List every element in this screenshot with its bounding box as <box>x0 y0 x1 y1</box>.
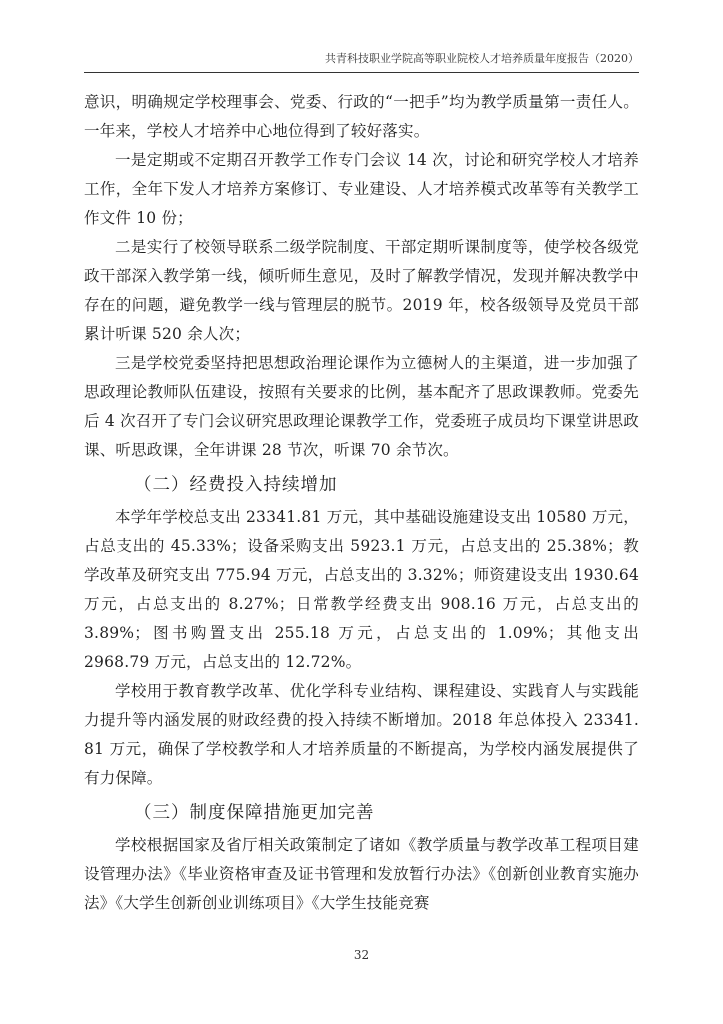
paragraph-item-one: 一是定期或不定期召开教学工作专门会议 14 次，讨论和研究学校人才培养工作，全年下发人才培养方案修订、专业建设、人才培养模式改革等有关教学工作文件 10 份； <box>84 151 639 227</box>
paragraph-policies: 学校根据国家及省厅相关政策制定了诸如《教学质量与教学改革工程项目建设管理办法》《毕业资格审查及证书管理和发放暂行办法》《创新创业教育实施办法》《大学生创新创业训练项目》《大学生技能竞赛 <box>84 836 639 912</box>
body-content <box>84 88 639 918</box>
paragraph-investment: 学校用于教育教学改革、优化学科专业结构、课程建设、实践育人与实践能力提升等内涵发展的财政经费的投入持续不断增加。2018 年总体投入 23341. 81 万元，确保了学校教学和人才培养质量的不断提高，为学校内涵发展提供了有力保障。 <box>84 682 639 787</box>
running-header: 共青科技职业学院高等职业院校人才培养质量年度报告（2020） <box>84 50 639 73</box>
section-heading-system: （三）制度保障措施更加完善 <box>134 803 375 823</box>
paragraph-expenditure: 本学年学校总支出 23341.81 万元，其中基础设施建设支出 10580 万元，占总支出的 45.33%；设备采购支出 5923.1 万元，占总支出的 25.38%；教学改革及研究支出 775.94 万元，占总支出的 3.32%；师资建设支出 1930.64 万元，占总支出的 8.27%；日常教学经费支出 908.16 万元，占总支出的 3.89%；图书购置支出 255.18 万元，占总支出的 1.09%；其他支出 2968.79 万元，占总支出的 12.72%。 <box>84 508 639 671</box>
page-number: 32 <box>353 948 370 962</box>
paragraph-continuation: 意识，明确规定学校理事会、党委、行政的“一把手”均为教学质量第一责任人。一年来，学校人才培养中心地位得到了较好落实。 <box>84 93 639 140</box>
paragraph-item-three: 三是学校党委坚持把思想政治理论课作为立德树人的主渠道，进一步加强了思政理论教师队伍建设，按照有关要求的比例，基本配齐了思政课教师。党委先后 4 次召开了专门会议研究思政理论课教学工作，党委班子成员均下课堂讲思政课、听思政课，全年讲课 28 节次，听课 70 余节次。 <box>84 354 639 459</box>
section-heading-funding: （二）经费投入持续增加 <box>134 475 338 495</box>
paragraph-item-two: 二是实行了校领导联系二级学院制度、干部定期听课制度等，使学校各级党政干部深入教学第一线，倾听师生意见，及时了解教学情况，发现并解决教学中存在的问题，避免教学一线与管理层的脱节。2019 年，校各级领导及党员干部累计听课 520 余人次； <box>84 238 639 343</box>
